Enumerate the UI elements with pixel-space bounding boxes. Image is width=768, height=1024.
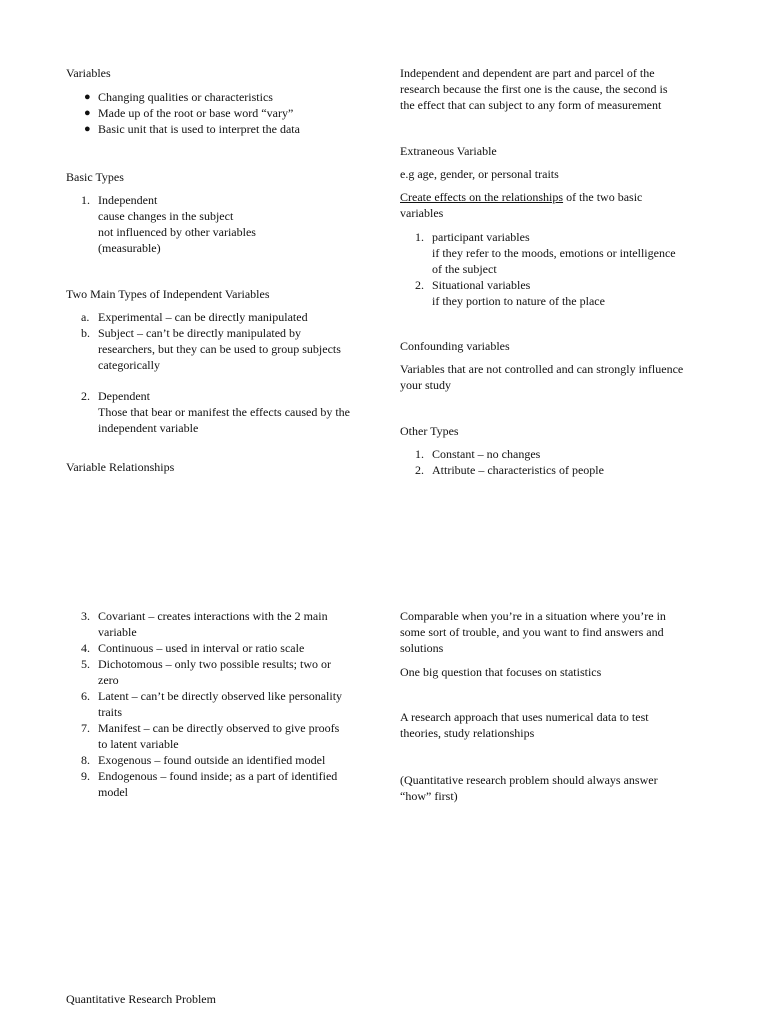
two-main-types-heading: Two Main Types of Independent Variables	[66, 287, 270, 301]
participant-situational-list	[400, 229, 720, 309]
list-item: 2. Attribute – characteristics of people	[415, 463, 604, 477]
list-marker: 9.	[81, 769, 90, 783]
list-item: 1. participant variables if they refer to the moods, emotions or intelligence of the subject	[415, 230, 676, 276]
list-item: 6. Latent – can’t be directly observed like personality traits	[81, 689, 343, 719]
confounding-paragraph: Variables that are not controlled and can strongly influence your study	[400, 362, 684, 392]
independent-title: Independent	[98, 193, 158, 207]
bullet-icon: ●	[84, 123, 91, 135]
independent-list-item	[66, 192, 376, 256]
dependent-list-item: 2. Dependent Those that bear or manifest the effects caused by the independent variable	[66, 388, 376, 436]
confounding-heading: Confounding variables	[400, 339, 510, 353]
independent-line: not influenced by other variables	[98, 225, 256, 239]
list-item: 3. Covariant – creates interactions with the 2 main variable	[81, 609, 328, 639]
list-marker: 4.	[81, 641, 90, 655]
big-question-line: One big question that focuses on statistics	[400, 665, 602, 679]
two-main-types-list	[66, 309, 376, 373]
list-marker: 2.	[415, 278, 424, 292]
quantitative-research-problem-heading: Quantitative Research Problem	[66, 992, 216, 1006]
list-marker: 6.	[81, 689, 90, 703]
list-marker: 5.	[81, 657, 90, 671]
independent-line: cause changes in the subject	[98, 209, 234, 223]
variables-bullet-list	[66, 89, 376, 137]
other-types-list	[400, 446, 720, 478]
extraneous-heading: Extraneous Variable	[400, 144, 497, 158]
other-types-heading: Other Types	[400, 424, 459, 438]
list-item: b. Subject – can’t be directly manipulated by researchers, but they can be used to group subjects categorically	[81, 326, 341, 372]
quantitative-note: (Quantitative research problem should always answer “how” first)	[400, 773, 658, 803]
list-item: ● Basic unit that is used to interpret the data	[84, 122, 300, 136]
dependent-title: Dependent	[98, 389, 150, 403]
create-effects-paragraph: Create effects on the relationships of the two basic variables	[400, 190, 643, 220]
extraneous-example: e.g age, gender, or personal traits	[400, 167, 559, 181]
list-item: 1. Constant – no changes	[415, 447, 541, 461]
list-item: 7. Manifest – can be directly observed to give proofs to latent variable	[81, 721, 340, 751]
list-marker: a.	[81, 310, 90, 324]
independent-line: (measurable)	[98, 241, 161, 255]
list-item: 5. Dichotomous – only two possible results; two or zero	[81, 657, 331, 687]
basic-types-heading: Basic Types	[66, 170, 124, 184]
list-marker: 2.	[415, 463, 424, 477]
list-marker: 2.	[81, 389, 90, 403]
list-marker: 1.	[415, 447, 424, 461]
variable-relationships-heading: Variable Relationships	[66, 460, 175, 474]
comparable-paragraph: Comparable when you’re in a situation where you’re in some sort of trouble, and you want to find answers and solutions	[400, 609, 666, 655]
underlined-phrase: Create effects on the relationships	[400, 190, 564, 204]
bullet-icon: ●	[84, 107, 91, 119]
list-item: 9. Endogenous – found inside; as a part of identified model	[81, 769, 338, 799]
list-marker: 8.	[81, 753, 90, 767]
variables-heading: Variables	[66, 66, 111, 80]
list-marker: 7.	[81, 721, 90, 735]
list-marker: 1.	[415, 230, 424, 244]
variable-types-list	[66, 608, 376, 800]
intro-paragraph: Independent and dependent are part and parcel of the research because the first one is the cause, the second is the effect that can subject to any form of measurement	[400, 66, 668, 112]
list-item: 4. Continuous – used in interval or ratio scale	[81, 641, 305, 655]
list-item: 8. Exogenous – found outside an identified model	[81, 753, 326, 767]
bullet-icon: ●	[84, 91, 91, 103]
list-marker: 1.	[81, 193, 90, 207]
list-item: 2. Situational variables if they portion to nature of the place	[415, 278, 605, 308]
list-marker: b.	[81, 326, 90, 340]
list-marker: 3.	[81, 609, 90, 623]
list-item: ● Made up of the root or base word “vary”	[84, 106, 294, 120]
list-item: ● Changing qualities or characteristics	[84, 90, 273, 104]
research-approach-paragraph: A research approach that uses numerical data to test theories, study relationships	[400, 710, 649, 740]
list-item: a. Experimental – can be directly manipulated	[81, 310, 308, 324]
